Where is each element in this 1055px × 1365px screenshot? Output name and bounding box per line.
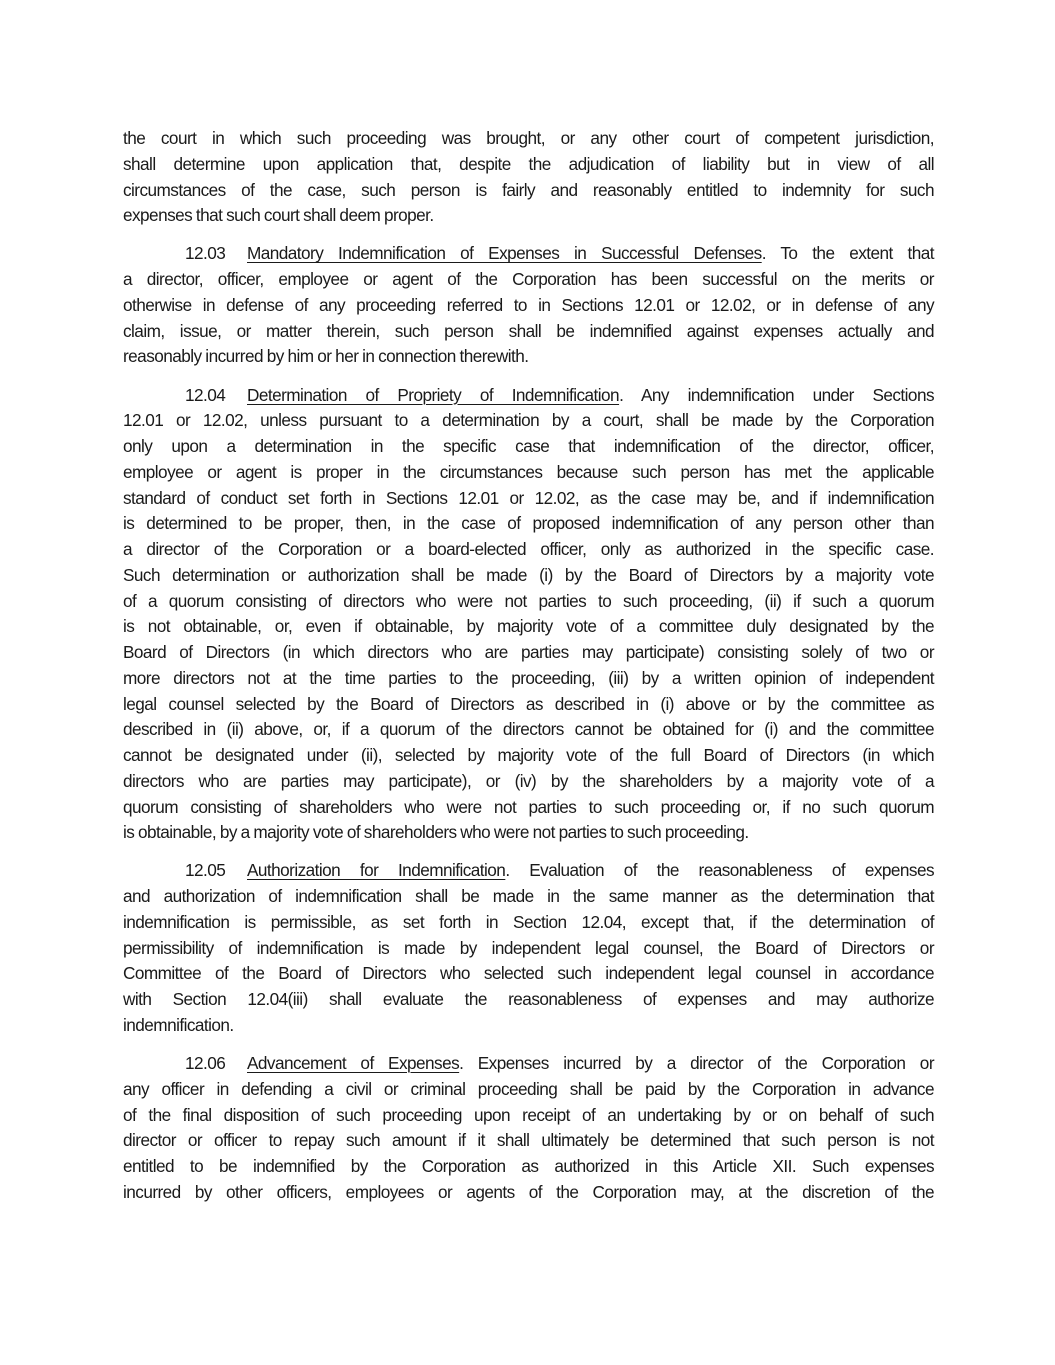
text-line: more directors not at the time parties to the proceeding, (iii) by a written opinion of independent <box>123 667 934 688</box>
text-line: Such determination or authorization shall be made (i) by the Board of Directors by a majority vote <box>123 564 934 585</box>
text-line: of a quorum consisting of directors who were not parties to such proceeding, (ii) if such a quorum <box>123 590 934 611</box>
section-12-05 <box>123 858 934 1038</box>
section-first-line <box>123 858 934 884</box>
section-first-line-text: . To the extent that <box>761 243 934 264</box>
section-first-line <box>123 241 934 267</box>
text-line: expenses that such court shall deem proper. <box>123 205 434 226</box>
section-first-line-text: . Evaluation of the reasonableness of expenses <box>505 860 934 881</box>
text-line: Committee of the Board of Directors who selected such independent legal counsel in accordance <box>123 963 934 984</box>
section-heading: Mandatory Indemnification of Expenses in Successful Defenses <box>247 243 762 264</box>
text-line: described in (ii) above, or, if a quorum of the directors cannot be obtained for (i) and the committee <box>123 719 934 740</box>
text-line: legal counsel selected by the Board of Directors as described in (i) above or by the committee as <box>123 693 934 714</box>
text-line: with Section 12.04(iii) shall evaluate the reasonableness of expenses and may authorize <box>123 989 934 1010</box>
section-heading: Advancement of Expenses <box>247 1053 460 1074</box>
text-line: only upon a determination in the specific case that indemnification of the director, officer, <box>123 436 934 457</box>
text-line: claim, issue, or matter therein, such person shall be indemnified against expenses actually and <box>123 320 934 341</box>
text-line: reasonably incurred by him or her in connection therewith. <box>123 346 529 367</box>
text-line: employee or agent is proper in the circumstances because such person has met the applicable <box>123 461 934 482</box>
text-line: 12.01 or 12.02, unless pursuant to a determination by a court, shall be made by the Corporation <box>123 410 934 431</box>
text-line: indemnification is permissible, as set forth in Section 12.04, except that, if the determination of <box>123 911 934 932</box>
text-line: of the final disposition of such proceeding upon receipt of an undertaking by or on behalf of such <box>123 1104 934 1125</box>
section-heading: Authorization for Indemnification <box>247 860 506 881</box>
text-line: entitled to be indemnified by the Corporation as authorized in this Article XII. Such expenses <box>123 1156 934 1177</box>
section-12-06 <box>123 1051 934 1206</box>
text-line: incurred by other officers, employees or agents of the Corporation may, at the discretion of the <box>123 1181 934 1202</box>
text-line: is determined to be proper, then, in the case of proposed indemnification of any person other than <box>123 513 934 534</box>
text-line: the court in which such proceeding was brought, or any other court of competent jurisdiction, <box>123 128 934 148</box>
text-line: a director, officer, employee or agent of the Corporation has been successful on the merits or <box>123 269 934 290</box>
document-body <box>123 126 934 1218</box>
text-line: Board of Directors (in which directors who are parties may participate) consisting solely of two or <box>123 642 934 663</box>
text-line: any officer in defending a civil or criminal proceeding shall be paid by the Corporation in advance <box>123 1078 934 1099</box>
section-12-03 <box>123 241 934 370</box>
text-line: a director of the Corporation or a board-elected officer, only as authorized in the specific case. <box>123 539 934 560</box>
text-line: indemnification. <box>123 1014 234 1035</box>
section-first-line <box>123 383 934 409</box>
section-first-line <box>123 1051 934 1077</box>
text-line: otherwise in defense of any proceeding referred to in Sections 12.01 or 12.02, or in defense of any <box>123 294 934 315</box>
text-line: is not obtainable, or, even if obtainable, by majority vote of a committee duly designated by the <box>123 616 934 637</box>
text-line: circumstances of the case, such person is fairly and reasonably entitled to indemnity for such <box>123 179 934 200</box>
section-first-line-text: . Expenses incurred by a director of the Corporation or <box>459 1053 934 1074</box>
text-line: director or officer to repay such amount if it shall ultimately be determined that such person is not <box>123 1130 934 1151</box>
section-first-line-text: . Any indemnification under Sections <box>619 384 934 405</box>
section-heading: Determination of Propriety of Indemnification <box>247 384 620 405</box>
text-line: cannot be designated under (ii), selected by majority vote of the full Board of Directors (in which <box>123 745 934 766</box>
text-line: and authorization of indemnification shall be made in the same manner as the determination that <box>123 886 934 907</box>
text-line: shall determine upon application that, despite the adjudication of liability but in view of all <box>123 153 934 174</box>
text-line: quorum consisting of shareholders who were not parties to such proceeding or, if no such quorum <box>123 796 934 817</box>
section-number: 12.04 <box>185 384 226 405</box>
section-number: 12.06 <box>185 1053 226 1074</box>
section-12-04 <box>123 383 934 847</box>
text-line: permissibility of indemnification is made by independent legal counsel, the Board of Directors or <box>123 937 934 958</box>
text-line: directors who are parties may participate), or (iv) by the shareholders by a majority vote of a <box>123 770 934 791</box>
text-line: is obtainable, by a majority vote of shareholders who were not parties to such proceeding. <box>123 822 749 843</box>
paragraph-continuation <box>123 126 934 229</box>
text-line: standard of conduct set forth in Sections 12.01 or 12.02, as the case may be, and if indemnification <box>123 487 934 508</box>
section-number: 12.05 <box>185 860 226 881</box>
section-number: 12.03 <box>185 243 226 264</box>
